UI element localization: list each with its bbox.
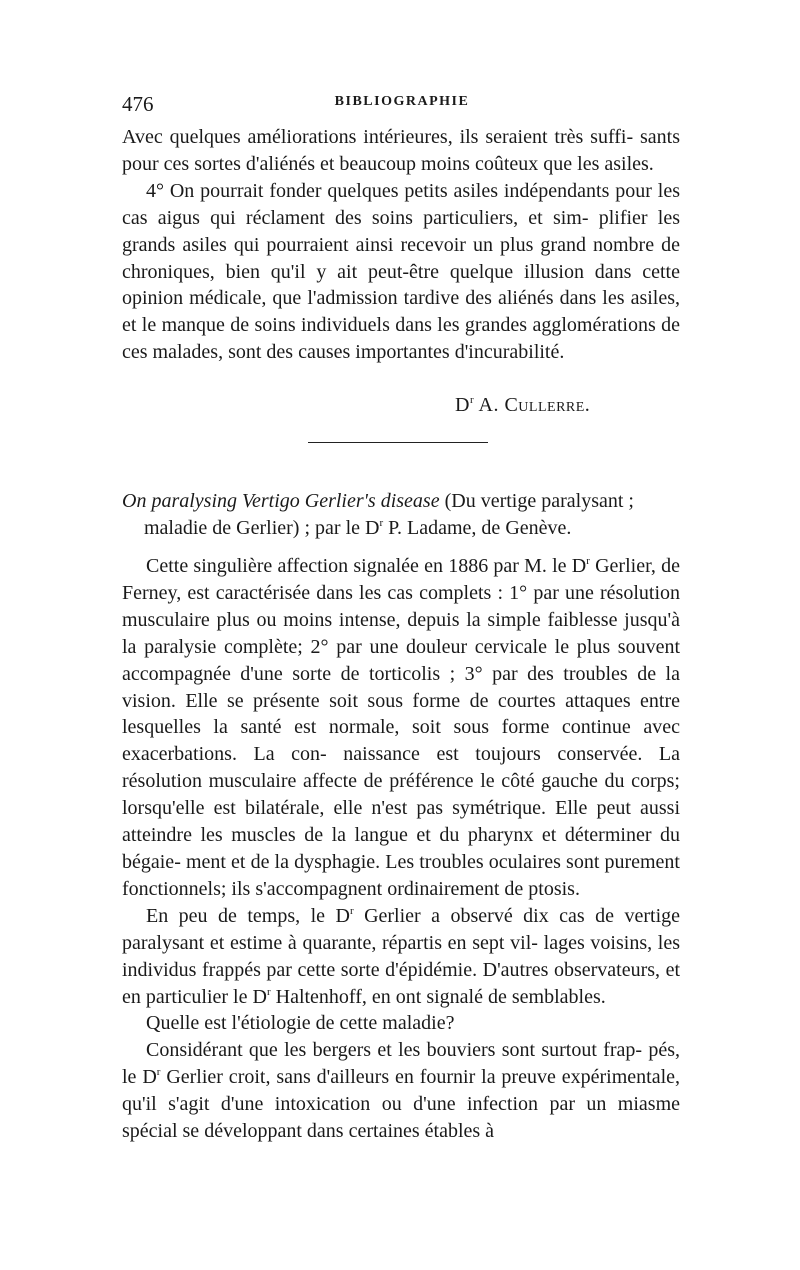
body-paragraph-2 bbox=[122, 903, 680, 1011]
signature-title: D bbox=[455, 394, 470, 416]
dr-sup: r bbox=[349, 904, 354, 917]
text-line: la simple faiblesse jusqu'à la paralysie complète; 2° par une bbox=[122, 608, 680, 658]
text-line: torticolis ; 3° par des troubles de la vision. Elle se présente bbox=[122, 662, 680, 712]
signature-sup: r bbox=[469, 394, 475, 406]
text-line: importantes d'incurabilité. bbox=[355, 341, 565, 364]
article-title-line2: maladie de Gerlier) ; par le D bbox=[144, 516, 380, 539]
dr-sup: r bbox=[586, 555, 590, 567]
text-line: des aliénés dans les asiles, et le manque de soins individuels bbox=[122, 287, 681, 337]
article-title bbox=[122, 488, 680, 541]
text-line: grand nombre de chroniques, bien qu'il y ait peut-être quelque bbox=[122, 233, 681, 283]
text-line: Avec quelques améliorations intérieures, ils seraient très suffi- bbox=[122, 126, 634, 148]
text-line: bilatérale, elle n'est pas symétrique. Elle peut aussi atteindre bbox=[122, 797, 681, 847]
dr-abbrev: D bbox=[335, 904, 350, 927]
dr-sup: r bbox=[156, 1066, 161, 1079]
text-line: Gerlier a observé dix cas de bbox=[364, 904, 615, 927]
article-title-french: (Du vertige paralysant ; bbox=[439, 490, 634, 512]
page-number: 476 bbox=[122, 92, 154, 116]
text-line: 1° par une résolution musculaire plus ou moins intense, depuis bbox=[122, 581, 681, 631]
dr-abbrev: D bbox=[571, 555, 587, 577]
text-line: En peu de temps, le bbox=[146, 904, 326, 927]
dr-abbrev: D bbox=[252, 985, 267, 1008]
running-head: BIBLIOGRAPHIE bbox=[334, 94, 470, 109]
text-line: dans les grandes agglomérations de ces malades, sont des causes bbox=[122, 314, 680, 364]
text-line: sants pour ces sortes d'aliénés et beaucoup moins coûteux que bbox=[122, 126, 680, 175]
text-line: D'autres observateurs, et en particulier le bbox=[122, 958, 681, 1008]
continued-paragraph bbox=[122, 124, 680, 178]
article-title-english: On paralysing Vertigo Gerlier's disease bbox=[122, 490, 440, 512]
page-header bbox=[122, 92, 682, 122]
text-line: soit sous forme de courtes attaques entre lesquelles la santé est bbox=[122, 689, 680, 739]
text-line: Quelle est l'étiologie de cette maladie? bbox=[146, 1012, 455, 1035]
article-author: P. Ladame, de Genève. bbox=[383, 516, 572, 539]
text-line: Considérant que les bergers et les bouviers sont surtout frap- bbox=[146, 1039, 643, 1062]
article-body bbox=[122, 553, 680, 1145]
text-line: ment et de la dysphagie. Les troubles oculaires sont purement bbox=[185, 850, 680, 873]
text-line: pour les cas aigus qui réclament des soins particuliers, et sim- bbox=[122, 179, 680, 229]
text-line: pés, le bbox=[122, 1039, 680, 1089]
section-divider bbox=[308, 442, 488, 443]
text-line: Gerlier, de Ferney, est caractérisée dans les cas complets : bbox=[122, 555, 681, 604]
text-line: les muscles de la langue et du pharynx et déterminer du bégaie- bbox=[122, 824, 681, 873]
review-signature bbox=[455, 394, 590, 417]
text-line: plifier les grands asiles qui pourraient ainsi recevoir un plus bbox=[122, 206, 680, 256]
text-line: illusion dans cette opinion médicale, que l'admission tardive bbox=[122, 260, 680, 310]
text-line: naissance est toujours conservée. La résolution musculaire bbox=[122, 743, 681, 793]
paragraph-point-4 bbox=[122, 178, 680, 366]
signature-name: Cullerre. bbox=[504, 394, 591, 416]
author-title-sup: r bbox=[379, 516, 384, 529]
dr-abbrev: D bbox=[142, 1066, 157, 1089]
text-line: affecte de préférence le côté gauche du corps; lorsqu'elle est bbox=[122, 770, 680, 820]
body-paragraph-1 bbox=[122, 553, 680, 903]
text-line: Haltenhoff, en ont bbox=[275, 985, 422, 1008]
text-line: lages voisins, les individus frappés par cette sorte d'épidémie. bbox=[122, 931, 681, 981]
text-line: expérimentale, qu'il s'agit d'une intoxication ou d'une infection bbox=[122, 1066, 681, 1116]
text-line: par un miasme spécial se développant dans certaines étables à bbox=[122, 1093, 681, 1143]
body-paragraph-4 bbox=[122, 1037, 680, 1145]
text-line: signalé de semblables. bbox=[426, 985, 606, 1008]
previous-review-text bbox=[122, 124, 680, 366]
text-line: vertige paralysant et estime à quarante, répartis en sept vil- bbox=[122, 904, 681, 954]
text-line: Cette singulière affection signalée en 1886 par M. le bbox=[146, 555, 567, 577]
signature-initial: A. bbox=[474, 394, 505, 416]
text-line: fonctionnels; ils s'accompagnent ordinairement de ptosis. bbox=[122, 877, 580, 900]
body-paragraph-3 bbox=[122, 1010, 680, 1037]
dr-sup: r bbox=[266, 985, 271, 998]
text-line: normale, soit sous forme continue avec exacerbations. La con- bbox=[122, 716, 680, 766]
text-line: 4° On pourrait fonder quelques petits asiles indépendants bbox=[146, 179, 610, 202]
text-line: douleur cervicale le plus souvent accompagnée d'une sorte de bbox=[122, 635, 681, 685]
text-line: les asiles. bbox=[577, 152, 654, 175]
text-line: Gerlier croit, sans d'ailleurs en fournir la preuve bbox=[166, 1066, 556, 1089]
